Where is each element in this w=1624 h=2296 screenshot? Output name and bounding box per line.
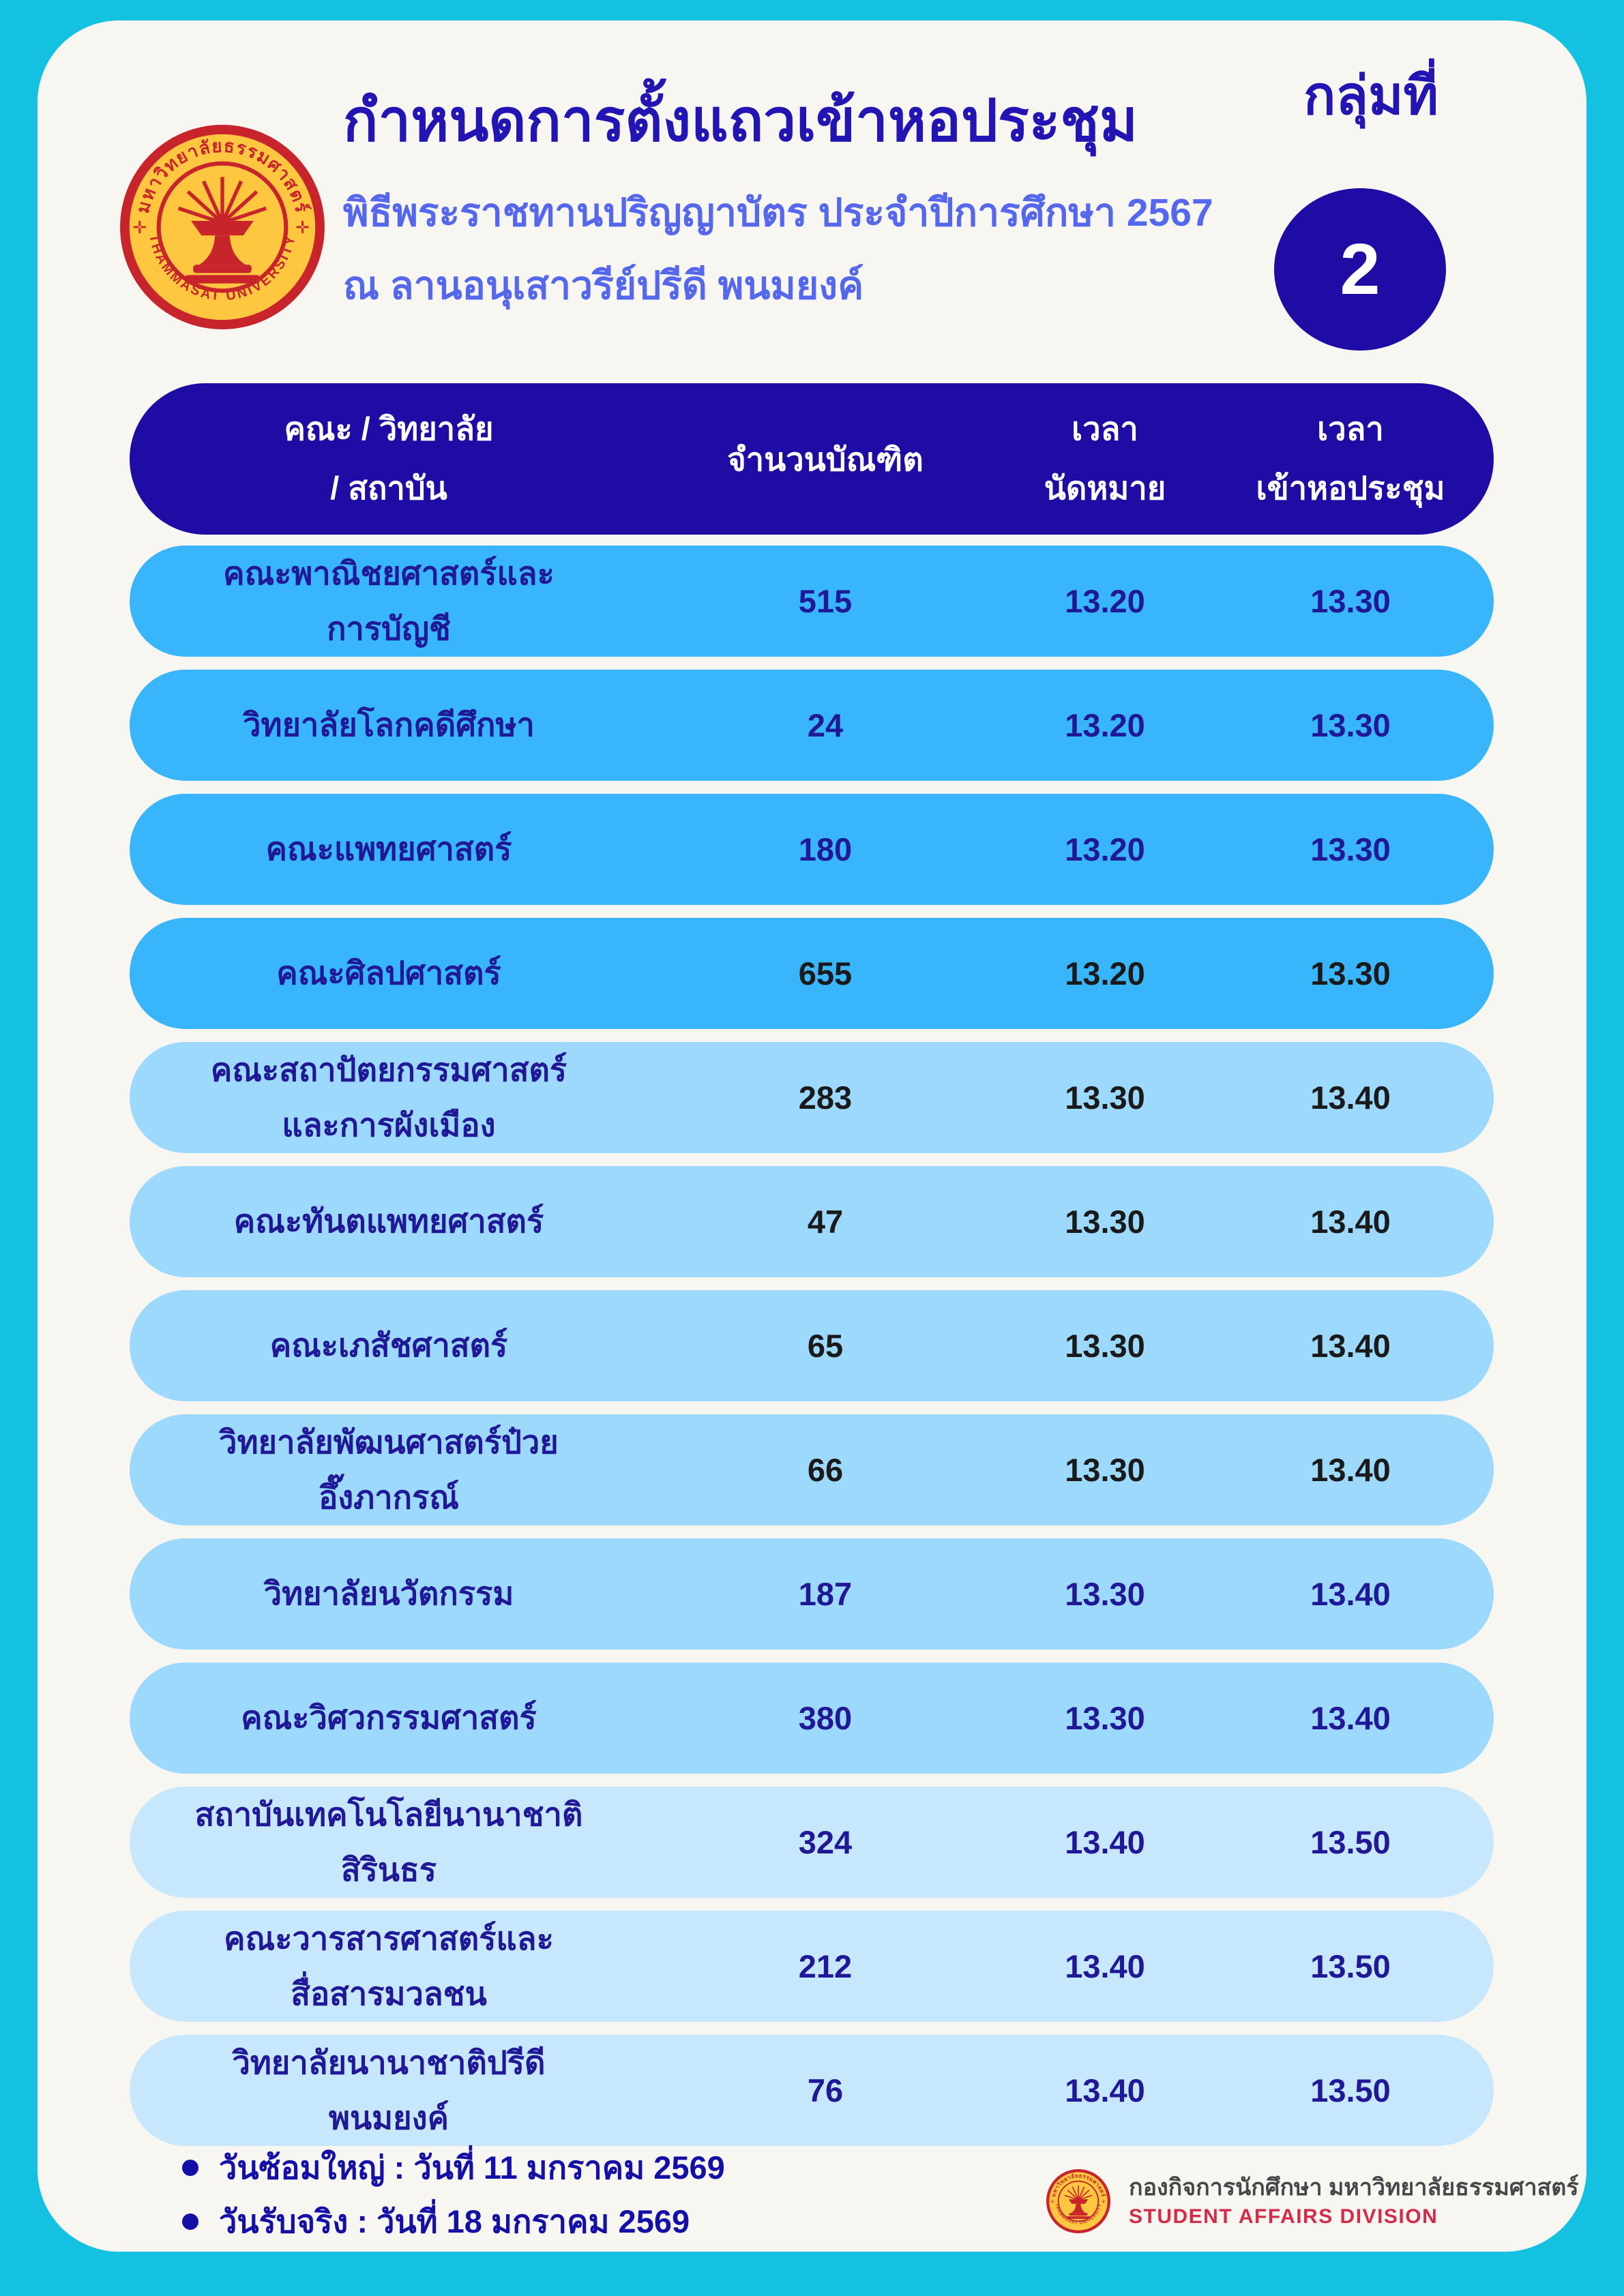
- appointment-time: 13.20: [1065, 831, 1145, 867]
- faculty-name: วิทยาลัยโลกคดีศึกษา: [243, 706, 535, 743]
- faculty-name: คณะแพทยศาสตร์: [265, 831, 512, 867]
- table-row: [130, 670, 1494, 781]
- entry-time: 13.30: [1310, 707, 1391, 743]
- entry-time: 13.40: [1310, 1204, 1391, 1240]
- column-header-appointment-time: เวลา นัดหมาย: [1044, 411, 1166, 506]
- faculty-name: วิทยาลัยนวัตกรรม: [263, 1575, 514, 1612]
- table-row: [130, 1042, 1494, 1153]
- title-block: [343, 79, 1257, 308]
- note-item: วันซ้อมใหญ่ : วันที่ 11 มกราคม 2569: [182, 2147, 725, 2188]
- graduates-count: 24: [807, 707, 844, 743]
- appointment-time: 13.30: [1065, 1576, 1145, 1612]
- appointment-time: 13.30: [1065, 1079, 1145, 1116]
- appointment-time: 13.30: [1065, 1452, 1145, 1488]
- notes-list: [182, 2147, 725, 2254]
- faculty-name: คณะศิลปศาสตร์: [276, 955, 501, 992]
- group-label: กลุ่มที่: [1303, 65, 1438, 125]
- column-header-faculty: คณะ / วิทยาลัย / สถาบัน: [284, 411, 494, 506]
- graduates-count: 65: [807, 1328, 844, 1364]
- footer-university-seal: [1046, 2168, 1111, 2234]
- graduates-count: 380: [798, 1700, 853, 1736]
- table-row: [130, 1414, 1494, 1525]
- entry-time: 13.50: [1310, 2072, 1391, 2108]
- group-number: 2: [1340, 228, 1381, 310]
- entry-time: 13.40: [1310, 1576, 1391, 1612]
- graduates-count: 187: [798, 1576, 853, 1612]
- poster-card: [38, 20, 1586, 2252]
- faculty-name: คณะสถาปัตยกรรมศาสตร์ และการผังเมือง: [210, 1051, 567, 1143]
- faculty-name: สถาบันเทคโนโลยีนานาชาติ สิรินธร: [194, 1795, 583, 1888]
- table-row: [130, 1663, 1494, 1774]
- appointment-time: 13.40: [1065, 1948, 1145, 1984]
- graduates-count: 180: [798, 831, 853, 867]
- graduates-count: 283: [798, 1079, 853, 1116]
- table-row: [130, 794, 1494, 905]
- entry-time: 13.40: [1310, 1328, 1391, 1364]
- entry-time: 13.30: [1310, 831, 1391, 867]
- table-row: [130, 1166, 1494, 1277]
- table-row: [130, 918, 1494, 1029]
- faculty-name: คณะทันตแพทยศาสตร์: [233, 1203, 544, 1240]
- table-row: [130, 1911, 1494, 2022]
- appointment-time: 13.20: [1065, 955, 1145, 992]
- table-row: [130, 1787, 1494, 1898]
- appointment-time: 13.40: [1065, 2072, 1145, 2108]
- appointment-time: 13.30: [1065, 1328, 1145, 1364]
- entry-time: 13.50: [1310, 1824, 1391, 1860]
- group-number-badge: [1274, 188, 1446, 351]
- entry-time: 13.40: [1310, 1700, 1391, 1736]
- table-header-row: [130, 383, 1494, 535]
- page-title: กำหนดการตั้งแถวเข้าหอประชุม: [343, 89, 1138, 153]
- graduates-count: 515: [798, 583, 853, 619]
- table-row: [130, 2035, 1494, 2146]
- entry-time: 13.30: [1310, 583, 1391, 619]
- table-row: [130, 1538, 1494, 1650]
- column-header-entry-time: เวลา เข้าหอประชุม: [1256, 411, 1445, 506]
- appointment-time: 13.40: [1065, 1824, 1145, 1860]
- faculty-name: วิทยาลัยนานาชาติปรีดี พนมยงค์: [232, 2044, 546, 2136]
- graduates-count: 66: [807, 1452, 844, 1488]
- footer-org-english: STUDENT AFFAIRS DIVISION: [1129, 2205, 1438, 2228]
- ceremony-location: ณ ลานอนุเสาวรีย์ปรีดี พนมยงค์: [343, 263, 864, 308]
- faculty-name: วิทยาลัยพัฒนศาสตร์ป๋วย อึ๊งภากรณ์: [219, 1423, 559, 1515]
- entry-time: 13.40: [1310, 1452, 1391, 1488]
- table-row: [130, 546, 1494, 657]
- graduates-count: 212: [798, 1948, 853, 1984]
- footer-org-thai: กองกิจการนักศึกษา มหาวิทยาลัยธรรมศาสตร์: [1129, 2174, 1579, 2201]
- ceremony-subtitle: พิธีพระราชทานปริญญาบัตร ประจำปีการศึกษา 2567: [343, 191, 1213, 235]
- appointment-time: 13.30: [1065, 1700, 1145, 1736]
- entry-time: 13.30: [1310, 955, 1391, 992]
- faculty-name: คณะวารสารศาสตร์และ สื่อสารมวลชน: [224, 1920, 554, 2012]
- graduates-count: 76: [807, 2072, 844, 2108]
- note-item: วันรับจริง : วันที่ 18 มกราคม 2569: [182, 2201, 725, 2242]
- appointment-time: 13.20: [1065, 583, 1145, 619]
- column-header-graduates: จำนวนบัณฑิต: [727, 441, 924, 477]
- table-row: [130, 1290, 1494, 1401]
- faculty-name: คณะเภสัชศาสตร์: [269, 1327, 508, 1364]
- entry-time: 13.40: [1310, 1079, 1391, 1116]
- graduates-count: 47: [807, 1204, 844, 1240]
- appointment-time: 13.20: [1065, 707, 1145, 743]
- footer-org: [1046, 2168, 1579, 2234]
- graduates-count: 324: [798, 1824, 853, 1860]
- thammasat-university-seal: [118, 123, 327, 331]
- appointment-time: 13.30: [1065, 1204, 1145, 1240]
- table-rows: [130, 546, 1494, 2159]
- entry-time: 13.50: [1310, 1948, 1391, 1984]
- faculty-name: คณะพาณิชยศาสตร์และ การบัญชี: [223, 554, 555, 646]
- graduates-count: 655: [798, 955, 853, 992]
- faculty-name: คณะวิศวกรรมศาสตร์: [241, 1699, 537, 1736]
- footer-org-text: [1129, 2174, 1579, 2229]
